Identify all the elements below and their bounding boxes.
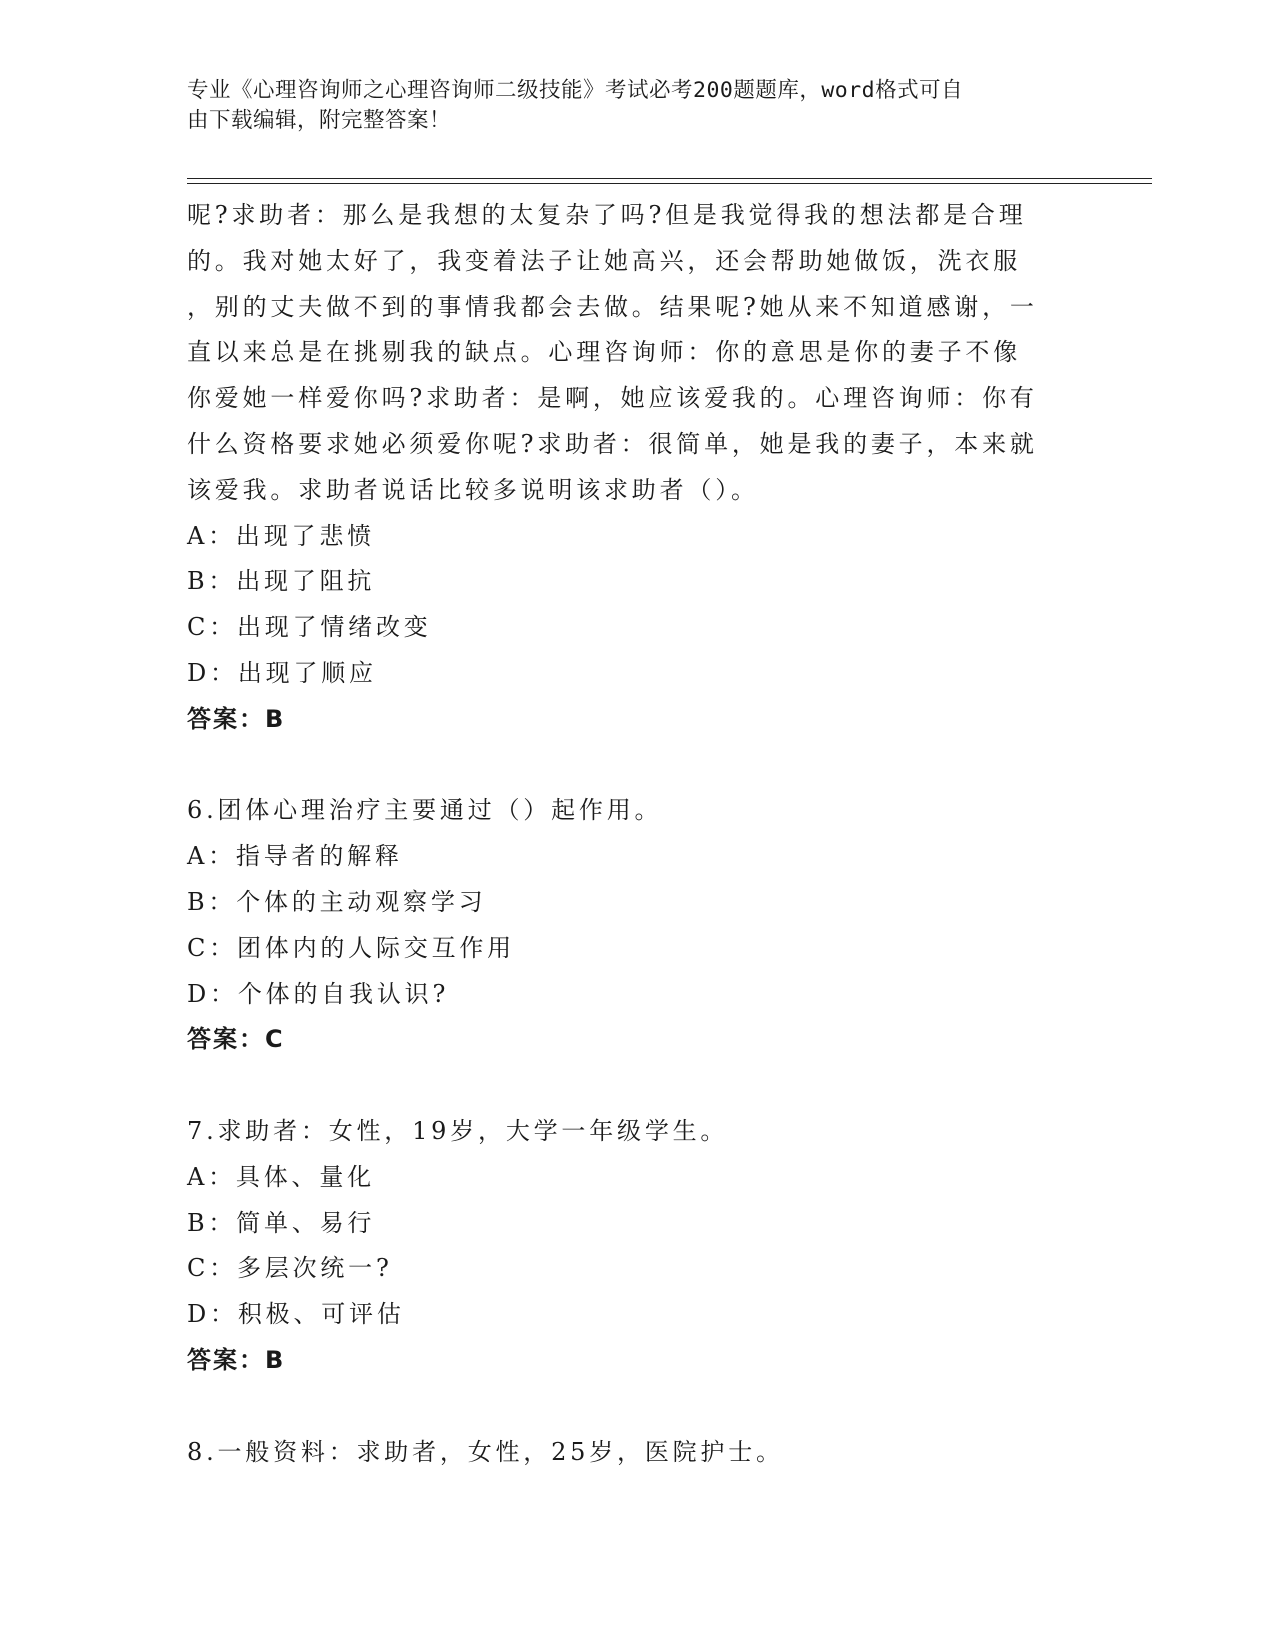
- question-6: [187, 788, 1087, 1063]
- question-stem: 7.求助者：女性，19岁，大学一年级学生。: [187, 1116, 729, 1145]
- answer: 答案：C: [187, 1025, 285, 1054]
- question-stem-line: ，别的丈夫做不到的事情我都会去做。结果呢?她从来不知道感谢，一: [187, 292, 1038, 321]
- spacer: [187, 743, 1087, 789]
- question-stem-line: 呢?求助者：那么是我想的太复杂了吗?但是我觉得我的想法都是合理: [187, 201, 1027, 229]
- option-d: D：出现了顺应: [187, 658, 377, 687]
- option-d: D：个体的自我认识?: [187, 979, 450, 1008]
- answer: 答案：B: [187, 1345, 286, 1374]
- question-stem-line: 直以来总是在挑剔我的缺点。心理咨询师：你的意思是你的妻子不像: [187, 338, 1021, 367]
- document-body: [187, 193, 1087, 1475]
- option-c: C：出现了情绪改变: [187, 613, 432, 642]
- option-a: A：出现了悲愤: [187, 521, 375, 550]
- header-line-2: 由下载编辑，附完整答案！: [187, 108, 452, 133]
- spacer: [187, 1384, 1087, 1430]
- header-divider-bottom: [187, 183, 1152, 184]
- option-c: C：多层次统一?: [187, 1254, 393, 1283]
- question-stem-line: 什么资格要求她必须爱你呢?求助者：很简单，她是我的妻子，本来就: [187, 429, 1038, 458]
- spacer: [187, 1063, 1087, 1109]
- question-5: [187, 193, 1087, 743]
- answer: 答案：B: [187, 704, 286, 733]
- option-b: B：简单、易行: [187, 1208, 376, 1237]
- question-stem-line: 的。我对她太好了，我变着法子让她高兴，还会帮助她做饭，洗衣服: [187, 246, 1021, 275]
- question-stem: 8.一般资料：求助者，女性，25岁，医院护士。: [187, 1437, 784, 1466]
- question-7: [187, 1109, 1087, 1384]
- option-d: D：积极、可评估: [187, 1300, 405, 1329]
- option-c: C：团体内的人际交互作用: [187, 933, 515, 962]
- option-b: B：个体的主动观察学习: [187, 887, 487, 916]
- option-a: A：具体、量化: [187, 1162, 375, 1191]
- option-a: A：指导者的解释: [187, 842, 403, 871]
- question-8: [187, 1430, 1087, 1476]
- question-stem-line: 你爱她一样爱你吗?求助者：是啊，她应该爱我的。心理咨询师：你有: [187, 384, 1038, 413]
- document-header: [187, 76, 1067, 136]
- header-line-1: 专业《心理咨询师之心理咨询师二级技能》考试必考200题题库，word格式可自: [187, 78, 964, 103]
- question-stem: 6.团体心理治疗主要通过（）起作用。: [187, 796, 663, 825]
- option-b: B：出现了阻抗: [187, 567, 376, 596]
- question-stem-line: 该爱我。求助者说话比较多说明该求助者（）。: [187, 475, 759, 504]
- header-divider-top: [187, 178, 1152, 179]
